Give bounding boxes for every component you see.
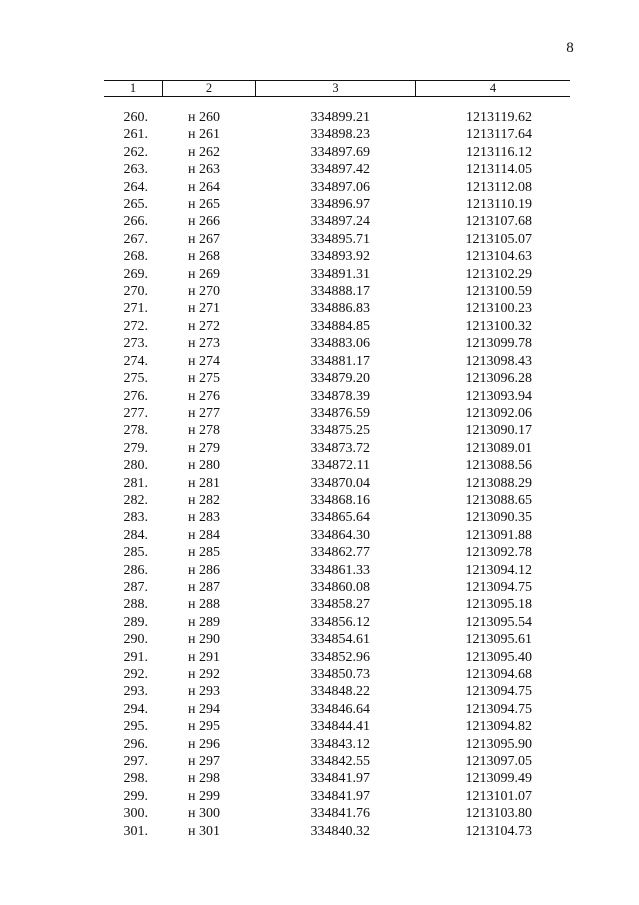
coordinate-x: 334876.59 (310, 405, 370, 421)
table-row (0, 231, 639, 248)
point-number: 260. (123, 110, 148, 125)
coordinate-x: 334846.64 (310, 701, 370, 717)
point-number: 270. (123, 284, 148, 300)
point-number: 277. (123, 405, 148, 421)
point-number: 272. (123, 318, 148, 334)
coordinate-x: 334862.77 (310, 545, 370, 561)
point-code: н 285 (188, 545, 220, 561)
coordinate-y: 1213103.80 (465, 806, 532, 822)
coordinate-x: 334872.11 (311, 458, 370, 474)
point-code: н 282 (188, 492, 220, 508)
point-number: 295. (123, 719, 148, 735)
table-row (0, 405, 639, 422)
point-code: н 270 (188, 284, 220, 300)
coordinate-y: 1213119.62 (466, 110, 532, 125)
coordinate-y: 1213088.56 (465, 458, 532, 474)
point-number: 288. (123, 597, 148, 613)
point-code: н 284 (188, 527, 220, 543)
point-number: 271. (123, 301, 148, 317)
coordinate-x: 334897.06 (310, 179, 370, 195)
coordinate-x: 334898.23 (310, 127, 370, 143)
coordinate-x: 334895.71 (310, 231, 370, 247)
point-number: 263. (123, 162, 148, 178)
table-row (0, 509, 639, 526)
coordinate-x: 334852.96 (310, 649, 370, 665)
point-number: 274. (123, 353, 148, 369)
table-row (0, 701, 639, 718)
coordinate-x: 334858.27 (310, 597, 370, 613)
point-number: 296. (123, 736, 148, 752)
coordinate-x: 334854.61 (310, 632, 370, 648)
point-number: 267. (123, 231, 148, 247)
table-body (0, 109, 639, 840)
coordinate-y: 1213107.68 (465, 214, 532, 230)
table-row (0, 770, 639, 787)
coordinate-y: 1213099.78 (465, 336, 532, 352)
table-row (0, 666, 639, 683)
point-number: 264. (123, 179, 148, 195)
table-row (0, 753, 639, 770)
point-number: 279. (123, 440, 148, 456)
coordinate-x: 334879.20 (310, 371, 370, 387)
point-code: н 260 (188, 110, 220, 125)
table-row (0, 161, 639, 178)
coordinate-y: 1213088.65 (465, 492, 532, 508)
coordinate-y: 1213092.78 (465, 545, 532, 561)
point-code: н 261 (188, 127, 220, 143)
table-row (0, 144, 639, 161)
table-row (0, 631, 639, 648)
coordinate-x: 334841.97 (310, 771, 370, 787)
column-header-2: 2 (162, 81, 255, 96)
coordinate-y: 1213100.23 (465, 301, 532, 317)
table-row (0, 213, 639, 230)
coordinate-x: 334850.73 (310, 667, 370, 682)
table-row (0, 562, 639, 579)
coordinate-x: 334848.22 (310, 684, 370, 700)
table-row (0, 579, 639, 596)
point-code: н 273 (188, 336, 220, 352)
point-code: н 294 (188, 701, 220, 717)
point-number: 294. (123, 701, 148, 717)
coordinate-y: 1213100.59 (465, 284, 532, 300)
coordinate-y: 1213095.40 (465, 649, 532, 665)
table-row (0, 736, 639, 753)
coordinate-y: 1213094.82 (465, 719, 532, 735)
point-code: н 274 (188, 353, 220, 369)
column-header-4: 4 (415, 81, 570, 96)
table-row (0, 388, 639, 405)
point-code: н 265 (188, 197, 220, 213)
coordinate-y: 1213099.49 (465, 771, 532, 787)
table-row (0, 422, 639, 439)
point-code: н 264 (188, 179, 220, 195)
point-code: н 277 (188, 405, 220, 421)
coordinate-x: 334891.31 (310, 266, 370, 282)
point-number: 265. (123, 197, 148, 213)
point-code: н 268 (188, 249, 220, 265)
point-number: 269. (123, 266, 148, 282)
coordinate-x: 334873.72 (310, 440, 370, 456)
coordinate-y: 1213096.28 (465, 371, 532, 387)
coordinate-y: 1213089.01 (465, 440, 532, 456)
table-row (0, 805, 639, 822)
coordinate-x: 334893.92 (310, 249, 370, 265)
point-number: 286. (123, 562, 148, 578)
table-row (0, 457, 639, 474)
point-code: н 287 (188, 579, 220, 595)
coordinate-y: 1213095.61 (465, 632, 532, 648)
point-number: 276. (123, 388, 148, 404)
table-row (0, 649, 639, 666)
point-number: 268. (123, 249, 148, 265)
table-row (0, 718, 639, 735)
coordinate-y: 1213104.73 (465, 823, 532, 839)
point-code: н 278 (188, 423, 220, 439)
coordinate-y: 1213105.07 (465, 231, 532, 247)
point-code: н 297 (188, 754, 220, 770)
point-number: 289. (123, 614, 148, 630)
coordinate-x: 334868.16 (310, 492, 370, 508)
point-code: н 295 (188, 719, 220, 735)
table-row (0, 544, 639, 561)
point-number: 273. (123, 336, 148, 352)
point-code: н 301 (188, 823, 220, 839)
point-number: 293. (123, 684, 148, 700)
point-number: 292. (123, 667, 148, 682)
point-code: н 266 (188, 214, 220, 230)
point-number: 283. (123, 510, 148, 526)
coordinate-y: 1213095.90 (465, 736, 532, 752)
coordinate-x: 334861.33 (310, 562, 370, 578)
table-row (0, 823, 639, 840)
column-header-1: 1 (129, 81, 137, 95)
point-code: н 292 (188, 667, 220, 682)
point-code: н 281 (188, 475, 220, 491)
coordinate-x: 334886.83 (310, 301, 370, 317)
point-number: 287. (123, 579, 148, 595)
coordinate-x: 334878.39 (310, 388, 370, 404)
coordinate-y: 1213112.08 (466, 179, 532, 195)
point-number: 278. (123, 423, 148, 439)
coordinate-y: 1213091.88 (465, 527, 532, 543)
point-number: 275. (123, 371, 148, 387)
coordinate-x: 334856.12 (310, 614, 370, 630)
page-number: 8 (566, 40, 574, 56)
point-number: 281. (123, 475, 148, 491)
point-number: 282. (123, 492, 148, 508)
coordinate-x: 334897.24 (310, 214, 370, 230)
point-number: 297. (123, 754, 148, 770)
point-code: н 300 (188, 806, 220, 822)
coordinate-y: 1213117.64 (466, 127, 532, 143)
coordinate-y: 1213094.75 (465, 684, 532, 700)
table-row (0, 440, 639, 457)
point-code: н 299 (188, 788, 220, 804)
coordinate-x: 334897.42 (310, 162, 370, 178)
point-number: 285. (123, 545, 148, 561)
table-row (0, 126, 639, 143)
coordinate-x: 334884.85 (310, 318, 370, 334)
point-number: 262. (123, 144, 148, 160)
point-code: н 280 (188, 458, 220, 474)
coordinate-y: 1213095.54 (465, 614, 532, 630)
coordinate-x: 334840.32 (310, 823, 370, 839)
point-number: 291. (123, 649, 148, 665)
coordinate-x: 334844.41 (310, 719, 370, 735)
point-number: 298. (123, 771, 148, 787)
coordinate-y: 1213098.43 (465, 353, 532, 369)
point-code: н 283 (188, 510, 220, 526)
table-row (0, 527, 639, 544)
coordinate-y: 1213102.29 (465, 266, 532, 282)
table-row (0, 266, 639, 283)
point-code: н 262 (188, 144, 220, 160)
column-header-3: 3 (255, 81, 415, 96)
point-code: н 290 (188, 632, 220, 648)
coordinate-x: 334860.08 (310, 579, 370, 595)
coordinate-y: 1213104.63 (465, 249, 532, 265)
coordinate-x: 334841.97 (310, 788, 370, 804)
table-row (0, 596, 639, 613)
point-code: н 275 (188, 371, 220, 387)
table-row (0, 283, 639, 300)
coordinate-x: 334842.55 (310, 754, 370, 770)
point-number: 301. (123, 823, 148, 839)
table-row (0, 492, 639, 509)
point-code: н 279 (188, 440, 220, 456)
coordinate-x: 334865.64 (310, 510, 370, 526)
coordinate-y: 1213094.68 (465, 667, 532, 682)
point-code: н 272 (188, 318, 220, 334)
point-number: 261. (123, 127, 148, 143)
coordinate-x: 334896.97 (310, 197, 370, 213)
point-number: 266. (123, 214, 148, 230)
coordinate-x: 334899.21 (310, 110, 370, 125)
coordinate-x: 334875.25 (310, 423, 370, 439)
point-code: н 291 (188, 649, 220, 665)
coordinate-y: 1213100.32 (465, 318, 532, 334)
table-row (0, 109, 639, 126)
coordinate-y: 1213094.75 (465, 701, 532, 717)
table-row (0, 248, 639, 265)
coordinate-y: 1213097.05 (465, 754, 532, 770)
coordinate-x: 334883.06 (310, 336, 370, 352)
coordinate-y: 1213093.94 (465, 388, 532, 404)
point-code: н 286 (188, 562, 220, 578)
point-code: н 298 (188, 771, 220, 787)
coordinate-y: 1213092.06 (465, 405, 532, 421)
table-row (0, 683, 639, 700)
coordinate-x: 334897.69 (310, 144, 370, 160)
table-row (0, 475, 639, 492)
point-code: н 267 (188, 231, 220, 247)
table-row (0, 179, 639, 196)
coordinate-y: 1213101.07 (465, 788, 532, 804)
table-row (0, 353, 639, 370)
coordinate-x: 334881.17 (310, 353, 370, 369)
table-header (104, 80, 570, 97)
coordinate-y: 1213094.75 (465, 579, 532, 595)
point-code: н 288 (188, 597, 220, 613)
point-code: н 271 (188, 301, 220, 317)
point-number: 280. (123, 458, 148, 474)
point-number: 300. (123, 806, 148, 822)
coordinate-x: 334888.17 (310, 284, 370, 300)
coordinate-y: 1213116.12 (466, 144, 532, 160)
point-code: н 293 (188, 684, 220, 700)
point-number: 290. (123, 632, 148, 648)
point-code: н 289 (188, 614, 220, 630)
table-row (0, 370, 639, 387)
coordinate-y: 1213088.29 (465, 475, 532, 491)
point-code: н 276 (188, 388, 220, 404)
point-code: н 263 (188, 162, 220, 178)
coordinate-y: 1213090.35 (465, 510, 532, 526)
coordinate-x: 334843.12 (310, 736, 370, 752)
coordinate-y: 1213090.17 (465, 423, 532, 439)
coordinate-x: 334864.30 (310, 527, 370, 543)
point-number: 299. (123, 788, 148, 804)
coordinate-x: 334870.04 (310, 475, 370, 491)
table-row (0, 318, 639, 335)
coordinate-y: 1213110.19 (466, 197, 532, 213)
point-code: н 269 (188, 266, 220, 282)
point-code: н 296 (188, 736, 220, 752)
coordinate-x: 334841.76 (310, 806, 370, 822)
table-row (0, 614, 639, 631)
table-row (0, 196, 639, 213)
coordinate-y: 1213095.18 (465, 597, 532, 613)
table-row (0, 788, 639, 805)
point-number: 284. (123, 527, 148, 543)
coordinate-y: 1213094.12 (465, 562, 532, 578)
table-row (0, 335, 639, 352)
coordinate-y: 1213114.05 (466, 162, 532, 178)
table-row (0, 300, 639, 317)
